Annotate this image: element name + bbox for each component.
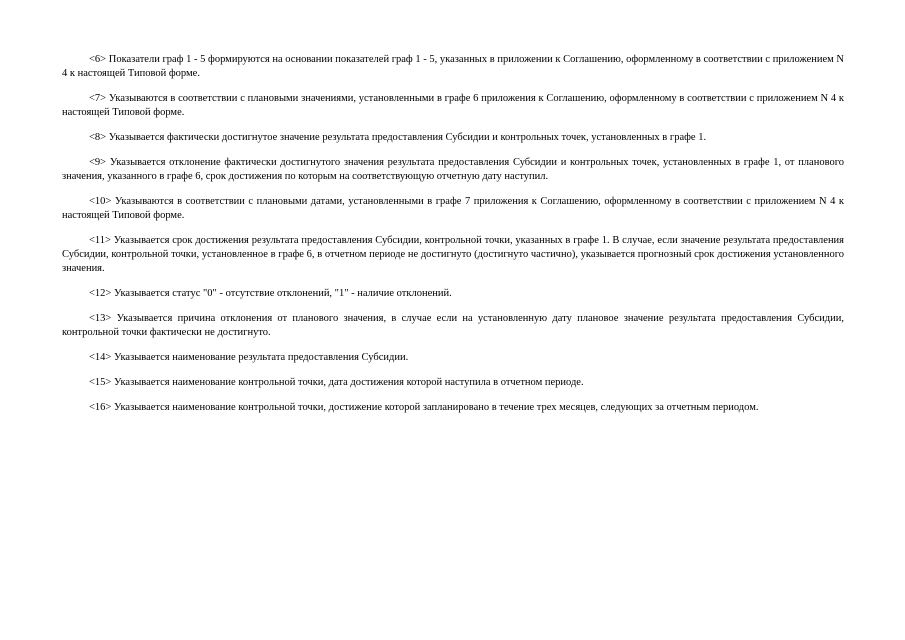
footnote-text: Указывается срок достижения результата предоставления Субсидии, контрольной точки, указанных в графе 1. В случае, если значение результата предоставления Субсидии, контрольной точки, установленное в графе 6, в отчетном периоде не достигнуто (достигнуто частично), указывается прогнозный срок достижения установленного значения. (62, 235, 845, 274)
footnote-text: Указывается причина отклонения от планового значения, в случае если на установленную дату плановое значение результата предоставления Субсидии, контрольной точки фактически не достигнуто. (62, 313, 844, 338)
footnote-marker: <15> (89, 377, 112, 388)
footnote-marker: <14> (89, 352, 112, 363)
footnote-16 (62, 401, 844, 415)
footnote-7 (62, 92, 844, 120)
footnote-10 (62, 195, 844, 223)
footnote-marker: <11> (89, 235, 111, 246)
footnote-marker: <10> (89, 196, 112, 207)
footnote-9 (62, 156, 844, 184)
footnote-text: Указывается наименование результата предоставления Субсидии. (113, 352, 409, 363)
footnote-8 (62, 131, 844, 145)
footnote-marker: <16> (89, 402, 112, 413)
footnote-12 (62, 287, 844, 301)
footnote-text: Указывается фактически достигнутое значение результата предоставления Субсидии и контрольных точек, установленных в графе 1. (108, 132, 707, 143)
footnote-text: Указываются в соответствии с плановыми датами, установленными в графе 7 приложения к Соглашению, оформленному в соответствии с приложением N 4 к настоящей Типовой форме. (62, 196, 844, 221)
footnote-marker: <6> (89, 54, 107, 65)
footnote-14 (62, 351, 844, 365)
footnote-text: Указывается статус "0" - отсутствие отклонений, "1" - наличие отклонений. (113, 288, 452, 299)
footnote-text: Указывается наименование контрольной точки, достижение которой запланировано в течение трех месяцев, следующих за отчетным периодом. (113, 402, 759, 413)
footnote-text: Указывается наименование контрольной точки, дата достижения которой наступила в отчетном периоде. (113, 377, 584, 388)
footnote-text: Указываются в соответствии с плановыми значениями, установленными в графе 6 приложения к Соглашению, оформленному в соответствии с приложением N 4 к настоящей Типовой форме. (62, 93, 844, 118)
footnote-marker: <13> (89, 313, 112, 324)
footnote-marker: <8> (89, 132, 107, 143)
footnote-text: Указывается отклонение фактически достигнутого значения результата предоставления Субсидии и контрольных точек, установленных в графе 1, от планового значения, указанного в графе 6, срок достижения по которым на соответствующую отчетную дату наступил. (62, 157, 845, 182)
footnote-marker: <12> (89, 288, 112, 299)
footnote-marker: <9> (89, 157, 107, 168)
footnote-text: Показатели граф 1 - 5 формируются на основании показателей граф 1 - 5, указанных в приложении к Соглашению, оформленному в соответствии с приложением N 4 к настоящей Типовой форме. (62, 54, 844, 79)
footnote-11 (62, 234, 844, 276)
footnote-marker: <7> (89, 93, 107, 104)
footnote-13 (62, 312, 844, 340)
footnote-15 (62, 376, 844, 390)
document-page (62, 53, 844, 426)
footnote-6 (62, 53, 844, 81)
